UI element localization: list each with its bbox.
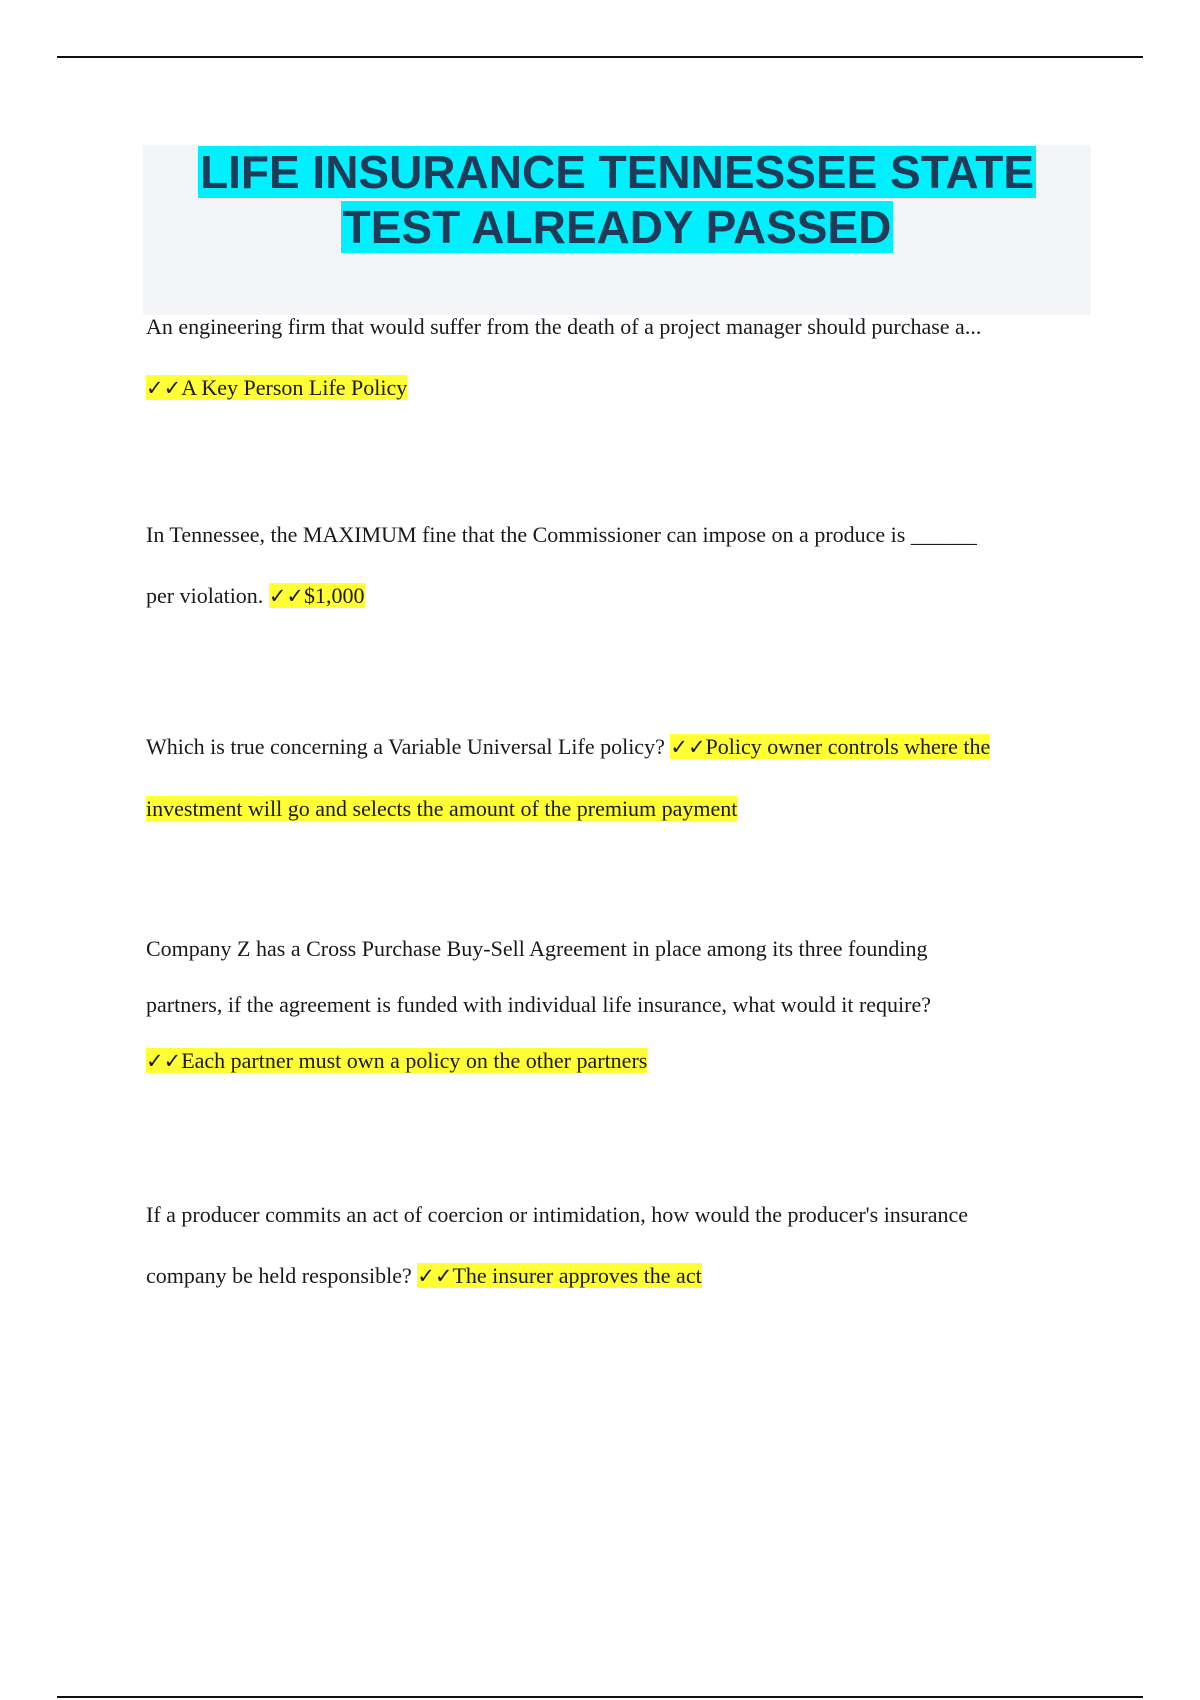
double-check-icon: ✓✓ (417, 1264, 453, 1288)
question-text-tail: company be held responsible? (146, 1263, 412, 1288)
answer-text: $1,000 (304, 583, 365, 608)
question-text-tail: per violation. (146, 583, 264, 608)
double-check-icon: ✓✓ (268, 584, 305, 608)
answer-text: Each partner must own a policy on the other partners (181, 1048, 648, 1073)
title-line-2: TEST ALREADY PASSED (342, 201, 892, 253)
qa-item-4 (146, 921, 1086, 1089)
bottom-rule (57, 1696, 1143, 1698)
double-check-icon: ✓✓ (146, 376, 182, 400)
answer-text: A Key Person Life Policy (181, 375, 408, 400)
document-title (143, 145, 1091, 255)
qa-item-5 (146, 1184, 1086, 1307)
answer-highlight (146, 375, 407, 400)
qa-item-1 (146, 296, 1086, 419)
answer-highlight (417, 1263, 701, 1288)
question-text-line-1: Company Z has a Cross Purchase Buy-Sell Agreement in place among its three founding (146, 936, 928, 961)
qa-item-3 (146, 716, 1086, 839)
question-text-line-2: partners, if the agreement is funded with individual life insurance, what would it require? (146, 992, 932, 1017)
question-text: Which is true concerning a Variable Universal Life policy? (146, 734, 665, 759)
title-banner (143, 145, 1091, 315)
question-text: In Tennessee, the MAXIMUM fine that the Commissioner can impose on a produce is ______ (146, 522, 977, 547)
answer-highlight (269, 583, 365, 608)
top-rule (57, 56, 1143, 58)
double-check-icon: ✓✓ (670, 735, 706, 759)
double-check-icon: ✓✓ (146, 1049, 182, 1073)
qa-item-2 (146, 504, 1086, 627)
question-text: If a producer commits an act of coercion or intimidation, how would the producer's insurance (146, 1202, 968, 1227)
answer-highlight (146, 1048, 647, 1073)
title-line-1: LIFE INSURANCE TENNESSEE STATE (199, 146, 1035, 198)
answer-text: The insurer approves the act (452, 1263, 702, 1288)
answer-text: Policy owner controls where the investment will go and selects the amount of the premium payment (146, 734, 991, 821)
question-text: An engineering firm that would suffer from the death of a project manager should purchase a... (146, 314, 982, 339)
